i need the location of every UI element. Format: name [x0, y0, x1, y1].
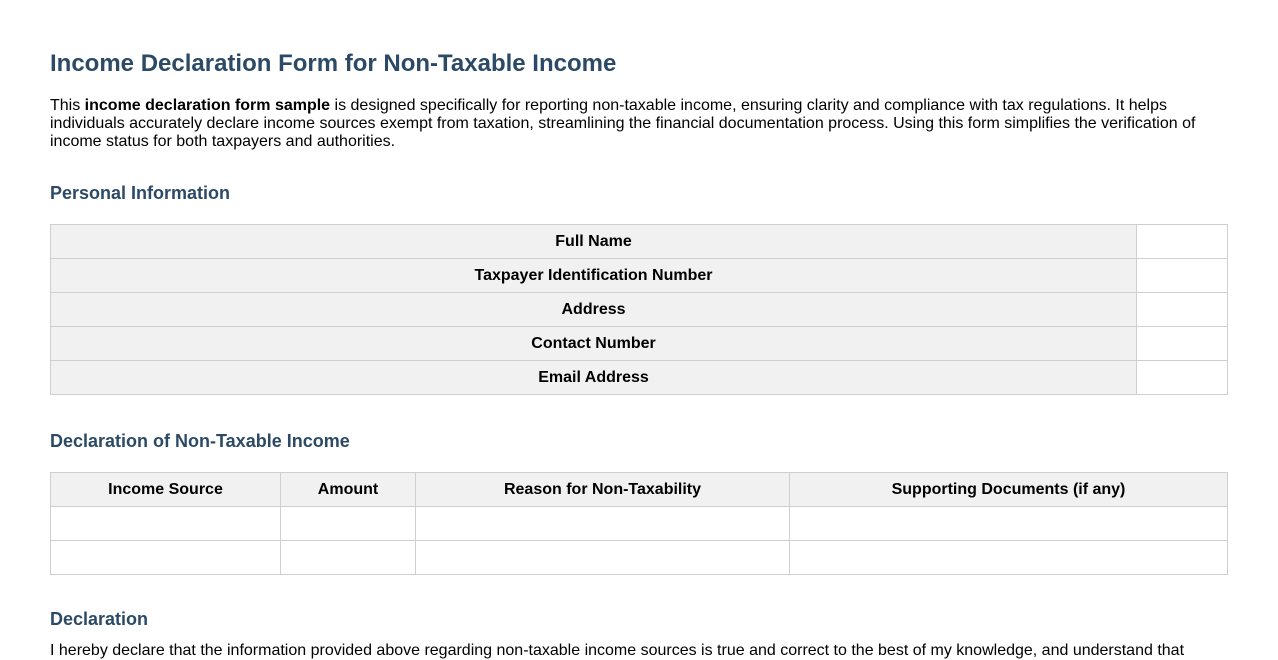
field-label: Taxpayer Identification Number: [51, 259, 1137, 293]
field-value[interactable]: [1137, 259, 1228, 293]
personal-info-heading: Personal Information: [50, 183, 231, 203]
table-cell[interactable]: [51, 541, 281, 575]
table-header-row: [51, 473, 1228, 507]
field-value[interactable]: [1137, 327, 1228, 361]
field-label: Contact Number: [51, 327, 1137, 361]
column-header: Income Source: [51, 473, 281, 507]
field-value[interactable]: [1137, 293, 1228, 327]
table-row: [51, 293, 1228, 327]
field-label: Full Name: [51, 225, 1137, 259]
declaration-text-container: [50, 642, 1228, 659]
table-cell[interactable]: [416, 541, 790, 575]
non-taxable-income-heading: Declaration of Non-Taxable Income: [50, 431, 350, 451]
column-header: Supporting Documents (if any): [790, 473, 1228, 507]
table-cell[interactable]: [790, 507, 1228, 541]
declaration-text: I hereby declare that the information provided above regarding non-taxable income sources is true and correct to the best of my knowledge, and understand that: [50, 642, 1185, 659]
table-cell[interactable]: [790, 541, 1228, 575]
non-taxable-income-table: [50, 472, 1228, 575]
table-row: [51, 541, 1228, 575]
intro-paragraph: [50, 97, 1228, 151]
table-row: [51, 225, 1228, 259]
intro-prefix: This: [50, 97, 85, 114]
field-label: Address: [51, 293, 1137, 327]
declaration-heading: Declaration: [50, 609, 149, 629]
page-title: Income Declaration Form for Non-Taxable Income: [50, 50, 617, 77]
table-cell[interactable]: [281, 541, 416, 575]
table-cell[interactable]: [51, 507, 281, 541]
personal-info-table: [50, 224, 1228, 395]
table-row: [51, 259, 1228, 293]
column-header: Amount: [281, 473, 416, 507]
field-value[interactable]: [1137, 225, 1228, 259]
intro-bold: income declaration form sample: [84, 97, 331, 114]
field-label: Email Address: [51, 361, 1137, 395]
intro-suffix: is designed specifically for reporting non-taxable income, ensuring clarity and compliance with tax regulations. It helps individuals accurately declare income sources exempt from taxation, streamlining the financial documentation process. Using this form simplifies the verification of income status for both taxpayers and authorities.: [50, 97, 1196, 150]
column-header: Reason for Non-Taxability: [416, 473, 790, 507]
table-row: [51, 361, 1228, 395]
table-cell[interactable]: [281, 507, 416, 541]
field-value[interactable]: [1137, 361, 1228, 395]
table-row: [51, 327, 1228, 361]
table-cell[interactable]: [416, 507, 790, 541]
table-row: [51, 507, 1228, 541]
